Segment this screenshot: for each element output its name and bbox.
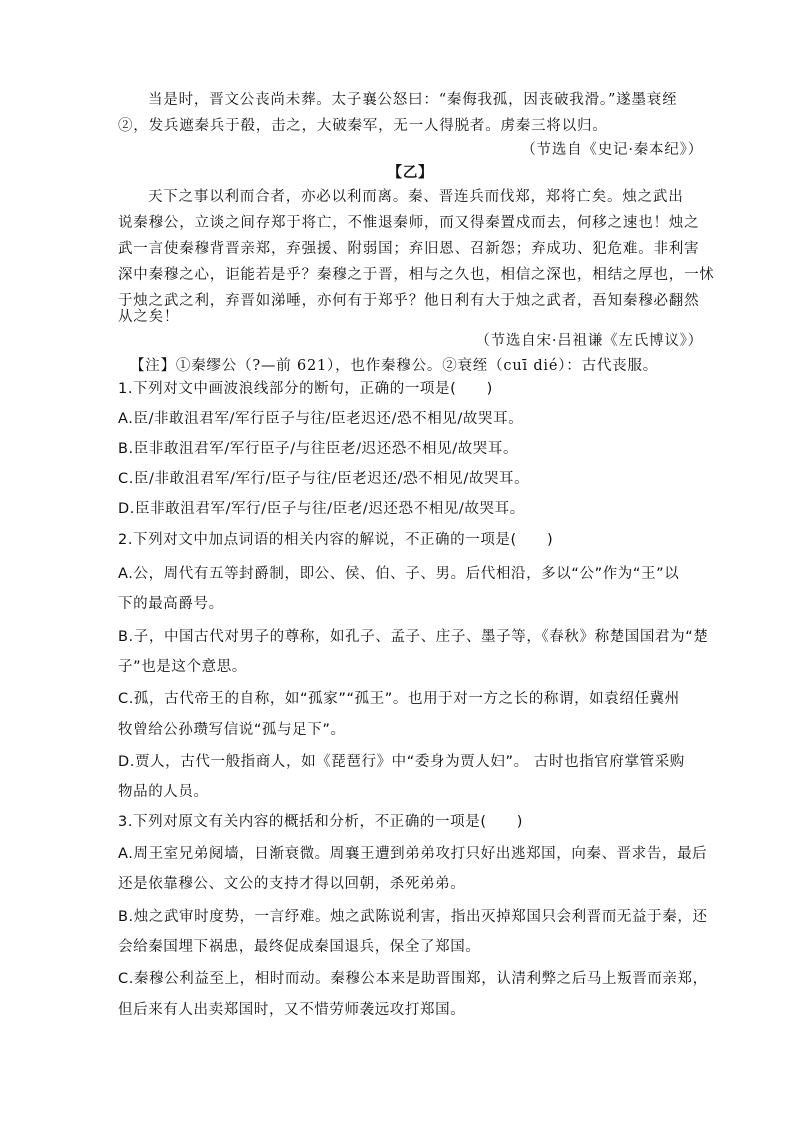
option-d: D.贾人，古代一般指商人，如《琵琶行》中“委身为贾人妇”。 古时也指官府掌管采购: [118, 754, 685, 770]
option-b-cont: 会给秦国埋下祸患，最终促成秦国退兵，保全了郑国。: [118, 939, 481, 955]
section-title: 【乙】: [387, 164, 434, 181]
passage-line: ②，发兵遮秦兵于殽，击之，大破秦军，无一人得脱者。虏秦三将以归。: [118, 118, 608, 134]
passage-line: 说秦穆公，立谈之间存郑于将亡，不惟退秦师，而又得秦置戍而去，何移之速也！烛之: [118, 215, 700, 231]
option-a: A.公，周代有五等封爵制，即公、侯、伯、子、男。后代相沿，多以“公”作为“王”以: [118, 566, 680, 582]
passage-line: 武一言使秦穆背晋亲郑，弃强援、附弱国；弃旧恩、召新怨；弃成功、犯危难。非利害: [118, 241, 700, 257]
footnote: 【注】①秦缪公（?—前 621），也作秦穆公。②衰绖（cuī dié）：古代丧服。: [130, 358, 659, 374]
option-c-cont: 但后来有人出卖郑国时，又不惜劳师袭远攻打郑国。: [118, 1002, 466, 1018]
question-stem: 3.下列对原文有关内容的概括和分析，不正确的一项是( ): [118, 814, 524, 830]
option-c: C.孤，古代帝王的自称，如“孤家”“孤王”。也用于对一方之长的称谓，如袁绍任冀州: [118, 691, 680, 707]
option-d: D.臣非敢沮君军/军行/臣子与往/臣老/迟还恐不相见/故哭耳。: [118, 501, 525, 517]
passage-line: 天下之事以利而合者，亦必以利而离。秦、晋连兵而伐郑，郑将亡矣。烛之武出: [148, 189, 684, 205]
passage-line: 当是时，晋文公丧尚未葬。太子襄公怒曰：“秦侮我孤，因丧破我滑。”遂墨衰绖: [148, 92, 678, 108]
passage-line: 于烛之武之利，弃晋如涕唾，亦何有于郑乎？他日利有大于烛之武者，吾知秦穆必翻然: [118, 293, 700, 309]
option-a: A.周王室兄弟阋墙，日渐衰微。周襄王遭到弟弟攻打只好出逃郑国，向秦、晋求告，最后: [118, 846, 708, 862]
source-citation: （节选自宋·吕祖谦《左氏博议》）: [475, 333, 703, 349]
option-b: B.烛之武审时度势，一言纾难。烛之武陈说利害，指出灭掉郑国只会利晋而无益于秦，还: [118, 909, 708, 925]
passage-line: 深中秦穆之心，讵能若是乎？秦穆之于晋，相与之久也，相信之深也，相结之厚也，一怵: [118, 267, 715, 283]
option-b: B.臣非敢沮君军/军行臣子/与往臣老/迟还恐不相见/故哭耳。: [118, 441, 519, 457]
option-a-cont: 还是依靠穆公、文公的支持才得以回朝，杀死弟弟。: [118, 876, 466, 892]
option-d-cont: 物品的人员。: [118, 784, 209, 800]
option-c-cont: 牧曾给公孙瓒写信说“孤与足下”。: [118, 722, 346, 738]
option-a: A.臣/非敢沮君军/军行臣子与往/臣老迟还/恐不相见/故哭耳。: [118, 411, 524, 427]
source-citation: （节选自《史记·秦本纪》）: [521, 142, 703, 158]
option-c: C.秦穆公利益至上，相时而动。秦穆公本来是助晋围郑，认清利弊之后马上叛晋而亲郑，: [118, 971, 708, 987]
passage-line: 从之矣！: [118, 309, 180, 325]
question-stem: 2.下列对文中加点词语的相关内容的解说，不正确的一项是( ): [118, 532, 554, 548]
option-b-cont: 子”也是这个意思。: [118, 659, 247, 675]
question-stem: 1.下列对文中画波浪线部分的断句，正确的一项是( ): [118, 381, 493, 397]
option-a-cont: 下的最高爵号。: [118, 596, 224, 612]
option-c: C.臣/非敢沮君军/军行/臣子与往/臣老迟还/恐不相见/故哭耳。: [118, 471, 530, 487]
option-b: B.子，中国古代对男子的尊称，如孔子、孟子、庄子、墨子等，《春秋》称楚国国君为“楚: [118, 629, 709, 645]
